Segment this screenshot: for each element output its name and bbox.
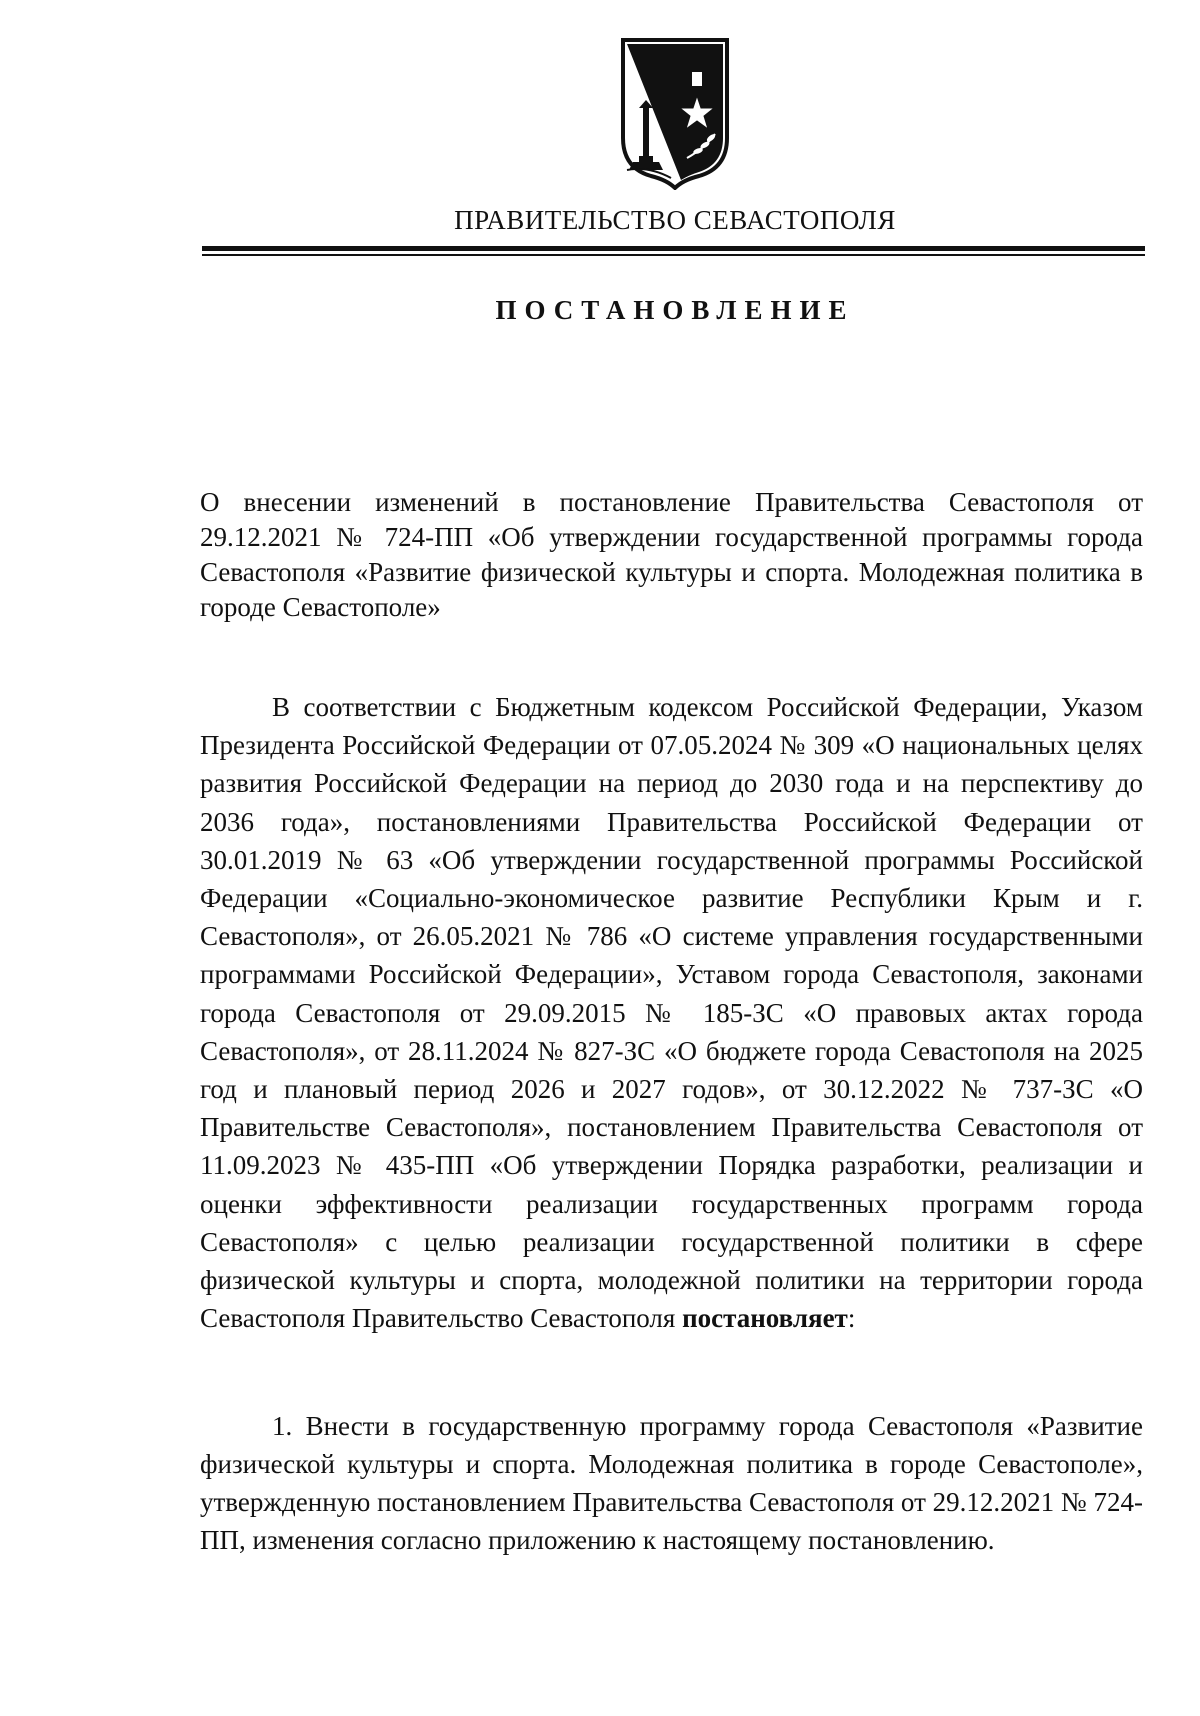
coat-of-arms-icon (619, 38, 731, 190)
header-divider-thin (202, 254, 1145, 256)
decree-word: постановляет (682, 1303, 848, 1334)
header-divider-thick (202, 246, 1145, 251)
preamble-paragraph (200, 688, 1143, 1337)
document-type-title: ПОСТАНОВЛЕНИЕ (495, 295, 855, 325)
decree-item-1: 1. Внести в государственную программу города Севастополя «Развитие физической культуры и спорта. Молодежная политика в городе Севастополе», утвержденную постановлением Правительства Севастополя от 29.12.2021 № 724-ПП, изменения согласно приложению к настоящему постановлению. (200, 1411, 1143, 1555)
organization-name: ПРАВИТЕЛЬСТВО СЕВАСТОПОЛЯ (454, 205, 896, 235)
preamble-colon: : (847, 1303, 856, 1334)
document-subject: О внесении изменений в постановление Правительства Севастополя от 29.12.2021 № 724-ПП «Об утверждении государственной программы города Севастополя «Развитие физической культуры и спорта. Молодежная политика в городе Севастополе» (200, 487, 1143, 622)
preamble-text: В соответствии с Бюджетным кодексом Российской Федерации, Указом Президента Российской Федерации от 07.05.2024 № 309 «О национальных целях развития Российской Федерации на период до 2030 года и на перспективу до 2036 года», постановлениями Правительства Российской Федерации от 30.01.2019 № 63 «Об утверждении государственной программы Российской Федерации «Социально-экономическое развитие Республики Крым и г. Севастополя», от 26.05.2021 № 786 «О системе управления государственными программами Российской Федерации», Уставом города Севастополя, законами города Севастополя от 29.09.2015 № 185-ЗС «О правовых актах города Севастополя», от 28.11.2024 № 827-ЗС «О бюджете города Севастополя на 2025 год и плановый период 2026 и 2027 годов», от 30.12.2022 № 737-ЗС «О Правительстве Севастополя», постановлением Правительства Севастополя от 11.09.2023 № 435-ПП «Об утверждении Порядка разработки, реализации и оценки эффективности реализации государственных программ города Севастополя» с целью реализации государственной политики в сфере физической культуры и спорта, молодежной политики на территории города Севастополя Правительство Севастополя (200, 692, 1143, 1334)
